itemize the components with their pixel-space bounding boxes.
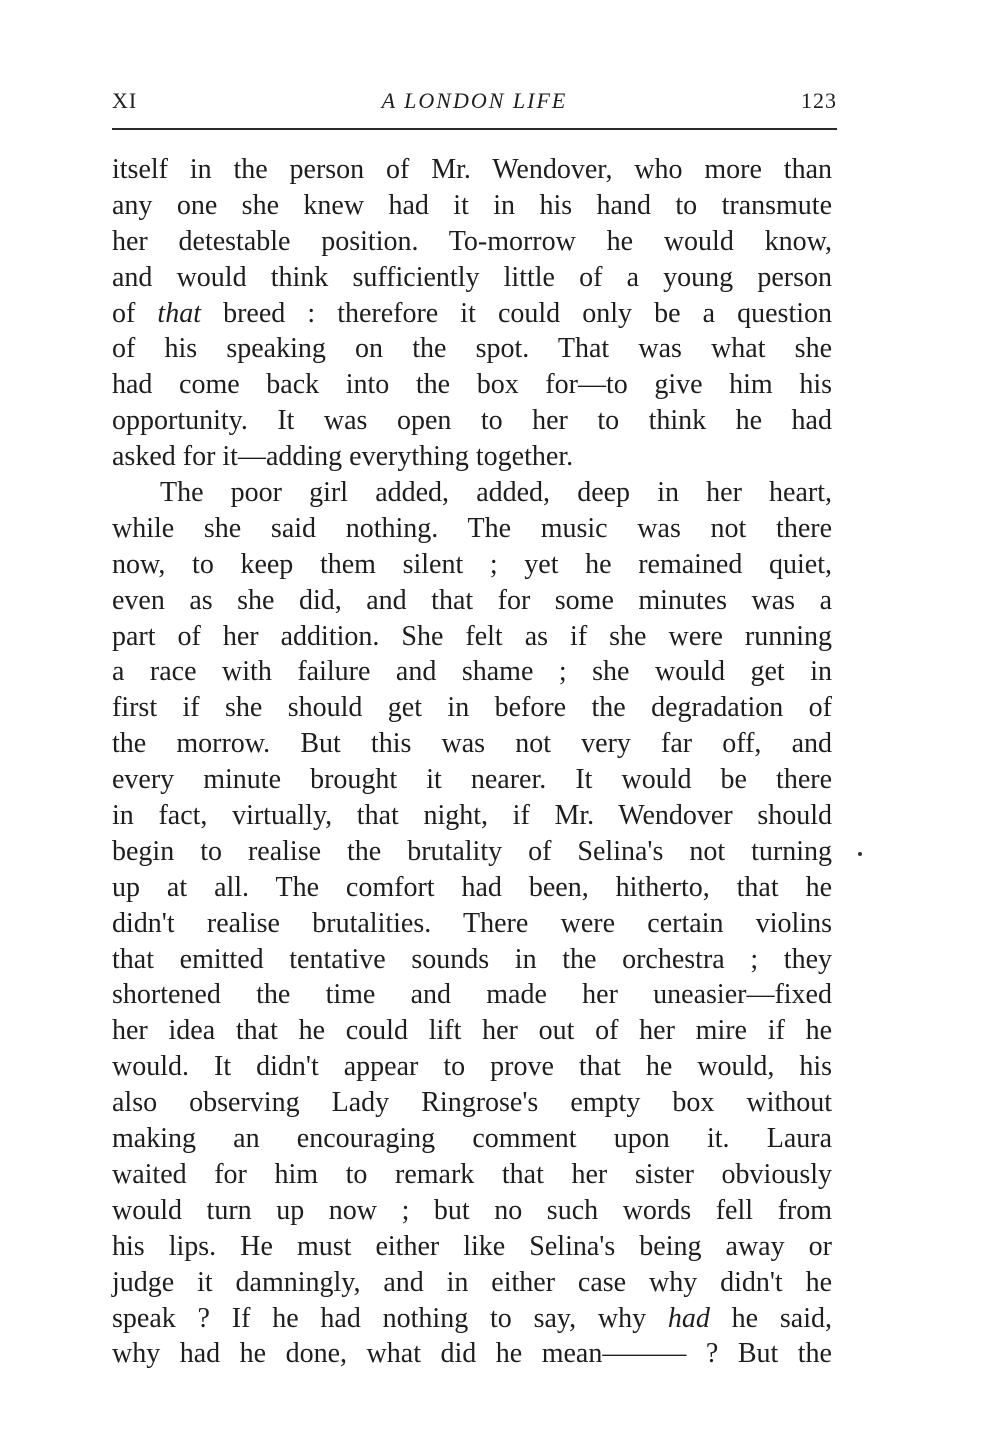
text-line: her detestable position. To-morrow he would know, bbox=[112, 225, 832, 257]
text-line: her idea that he could lift her out of her mire if he bbox=[112, 1015, 832, 1047]
text-line: itself in the person of Mr. Wendover, who more than bbox=[112, 154, 832, 185]
text-line: had come back into the box for—to give him his bbox=[112, 369, 832, 401]
text-run: of bbox=[112, 297, 158, 329]
chapter-number: XI bbox=[112, 88, 138, 113]
text-line: every minute brought it nearer. It would be there bbox=[112, 764, 832, 796]
paragraph-1 bbox=[112, 152, 832, 475]
body-text bbox=[112, 152, 832, 1372]
text-line: in fact, virtually, that night, if Mr. Wendover should bbox=[112, 800, 832, 832]
text-line: while she said nothing. The music was not there bbox=[112, 512, 832, 544]
text-line bbox=[112, 296, 832, 332]
text-line: making an encouraging comment upon it. Laura bbox=[112, 1123, 832, 1155]
text-line: and would think sufficiently little of a young person bbox=[112, 261, 832, 293]
text-line: first if she should get in before the degradation of bbox=[112, 692, 832, 724]
text-run: he said, bbox=[709, 1302, 833, 1334]
text-line: shortened the time and made her uneasier—fixed bbox=[112, 979, 832, 1011]
ink-speck bbox=[858, 852, 862, 856]
paragraph-2 bbox=[112, 475, 832, 1372]
text-line: his lips. He must either like Selina's being away or bbox=[112, 1230, 832, 1262]
text-line: any one she knew had it in his hand to transmute bbox=[112, 189, 832, 221]
text-line bbox=[112, 1301, 832, 1337]
text-run: breed : therefore it could only be a question bbox=[200, 297, 833, 329]
text-line: of his speaking on the spot. That was what she bbox=[112, 333, 832, 365]
running-head bbox=[112, 88, 837, 122]
text-line: would turn up now ; but no such words fell from bbox=[112, 1194, 832, 1226]
text-run: speak ? If he had nothing to say, why bbox=[112, 1302, 668, 1334]
text-line: even as she did, and that for some minutes was a bbox=[112, 584, 832, 616]
page-number: 123 bbox=[801, 88, 837, 113]
text-line: the morrow. But this was not very far off, and bbox=[112, 728, 832, 760]
text-line: opportunity. It was open to her to think he had bbox=[112, 405, 832, 437]
text-line: would. It didn't appear to prove that he would, his bbox=[112, 1051, 832, 1083]
text-line: a race with failure and shame ; she would get in bbox=[112, 656, 832, 688]
text-line: The poor girl added, added, deep in her heart, bbox=[160, 477, 832, 509]
text-line: up at all. The comfort had been, hitherto, that he bbox=[112, 871, 832, 903]
text-line: now, to keep them silent ; yet he remained quiet, bbox=[112, 548, 832, 580]
italic-word: that bbox=[157, 297, 201, 329]
text-line: part of her addition. She felt as if she were running bbox=[112, 620, 832, 652]
text-line: also observing Lady Ringrose's empty box without bbox=[112, 1087, 832, 1119]
text-line: begin to realise the brutality of Selina's not turning bbox=[112, 835, 832, 867]
running-title: A LONDON LIFE bbox=[381, 88, 568, 113]
text-line: asked for it—adding everything together. bbox=[112, 441, 574, 473]
text-line: that emitted tentative sounds in the orchestra ; they bbox=[112, 943, 832, 975]
text-line: waited for him to remark that her sister obviously bbox=[112, 1158, 832, 1190]
italic-word: had bbox=[667, 1302, 710, 1334]
text-line: judge it damningly, and in either case why didn't he bbox=[112, 1266, 832, 1298]
header-rule bbox=[112, 128, 837, 130]
text-line: didn't realise brutalities. There were certain violins bbox=[112, 907, 832, 939]
text-line: why had he done, what did he mean——— ? But the bbox=[112, 1338, 832, 1370]
